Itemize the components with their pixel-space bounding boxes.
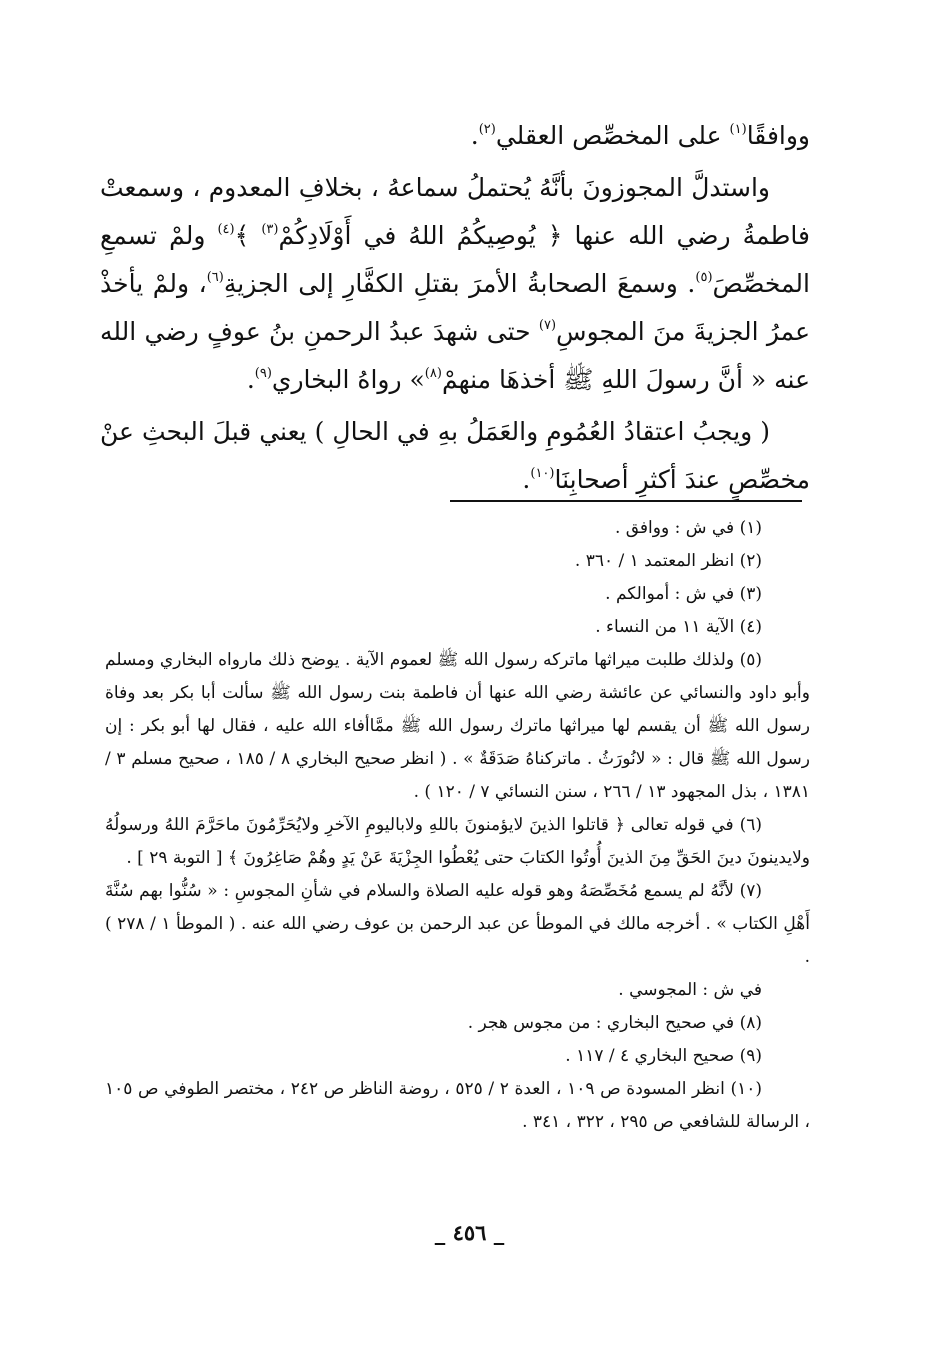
main-body-text	[100, 112, 810, 508]
footnote-7-variant: في ش : المجوسي .	[618, 980, 762, 1000]
footnote-ref-4: (٤)	[217, 222, 235, 237]
paragraph-2	[100, 164, 810, 404]
text-run: .	[246, 365, 255, 394]
footnote-ref-2: (٢)	[478, 122, 496, 137]
text-run: ﴾	[234, 221, 262, 250]
footnote-3: (٣) في ش : أموالكم .	[605, 584, 762, 604]
footnote-ref-5: (٥)	[695, 270, 713, 285]
footnote-5: (٥) ولذلك طلبت ميراثها ماتركه رسول الله ﷺ لعموم الآية . يوضح ذلك مارواه البخاري ومسلم وأبو داود والنسائي عن عائشة رضي الله عنها أن فاطمة بنت رسول الله ﷺ سألت أبا بكر بعد وفاة رسول الله ﷺ أن يقسم لها ميراثها ماترك رسول الله ﷺ ممَّاأفاء الله عليه ، فقال لها أبو بكر : إن رسول الله ﷺ قال : « لانُورَثُ . ماتركناهُ صَدَقَةٌ » . ( انظر صحيح البخاري ٨ / ١٨٥ ، صحيح مسلم ٣ / ١٣٨١ ، بذل المجهود ١٣ / ٢٦٦ ، سنن النسائي ٧ / ١٢٠ ) .	[105, 650, 810, 802]
paragraph-3	[100, 408, 810, 504]
footnote-ref-10: (١٠)	[530, 466, 555, 481]
text-run: واستدلَّ المجوزونَ بأنَّهُ يُحتملُ سماعهُ ، بخلافِ المعدوم ، وسمعتْ فاطمةُ رضي الله عنها ﴿ يُوصِيكُمُ اللهُ في أَوْلَادِكُمْ	[100, 173, 810, 250]
footnote-2: (٢) انظر المعتمد ١ / ٣٦٠ .	[574, 551, 762, 571]
footnote-1: (١) في ش : ووافق .	[614, 518, 762, 538]
text-run: ووافقًا	[746, 121, 810, 150]
paragraph-1	[100, 112, 810, 160]
footnotes-section	[105, 512, 810, 1139]
text-run: ولمْ تسمعِ المخصِّصَ	[100, 221, 810, 298]
footnote-ref-9: (٩)	[254, 366, 272, 381]
footnote-8: (٨) في صحيح البخاري : من مجوس هجر .	[467, 1013, 762, 1033]
text-run: .	[522, 465, 531, 494]
footnote-7: (٧) لأنَّهُ لم يسمع مُخَصِّصَهُ وهو قوله عليه الصلاة والسلام في شأنِ المجوسِ : « سُنُّوا بهم سُنَّةَ أَهْلِ الكتاب » . أخرجه مالك في الموطأ عن عبد الرحمن بن عوف رضي الله عنه . ( الموطأ ١ / ٢٧٨ ) .	[105, 881, 810, 967]
text-run: حتى شهدَ عبدُ الرحمنِ بنُ عوفٍ رضي الله عنه « أنَّ رسولَ اللهِ ﷺ أخذهَا منهمْ	[100, 317, 810, 394]
footnote-10: (١٠) انظر المسودة ص ١٠٩ ، العدة ٢ / ٥٢٥ ، روضة الناظر ص ٢٤٢ ، مختصر الطوفي ص ١٠٥ ، الرسالة للشافعي ص ٢٩٥ ، ٣٢٢ ، ٣٤١ .	[105, 1079, 810, 1132]
text-run: ( ويجبُ اعتقادُ العُمُومِ والعَمَلُ بهِ في الحالِ ) يعني قبلَ البحثِ عنْ مخصِّصٍ عندَ أكثرِ أصحابِنَا	[100, 417, 810, 494]
text-run: . وسمعَ الصحابةُ الأمرَ بقتلِ الكفَّارِ إلى الجزيةِ	[223, 269, 696, 298]
page-number: _ ٤٥٦ _	[434, 1220, 505, 1245]
text-run: ، ولمْ يأخذْ عمرُ الجزيةَ منَ المجوسِ	[100, 269, 811, 346]
footnote-ref-3: (٣)	[261, 222, 279, 237]
text-run: على المخصِّص العقلي	[495, 121, 730, 150]
footnote-ref-8: (٨)	[424, 366, 442, 381]
text-run: » رواهُ البخاري	[271, 365, 425, 394]
text-run: .	[470, 121, 479, 150]
footnote-ref-7: (٧)	[538, 318, 557, 333]
footnote-9: (٩) صحيح البخاري ٤ / ١١٧ .	[565, 1046, 762, 1066]
footnote-ref-1: (١)	[729, 122, 747, 137]
footnote-separator	[450, 500, 802, 502]
footnote-6: (٦) في قوله تعالى ﴿ قاتلوا الذينَ لايؤمنونَ باللهِ ولاباليومِ الآخرِ ولايُحَرِّمُونَ ماحَرَّمَ اللهُ ورسولُهُ ولايدينونَ دينَ الحَقِّ مِنَ الذينَ أُوتُوا الكتابَ حتى يُعْطُوا الجِزْيَةَ عَنْ يَدٍ وهُمْ صَاغِرُونَ ﴾ [ التوبة ٢٩ ] .	[105, 815, 810, 868]
footnote-ref-6: (٦)	[206, 270, 224, 285]
footnote-4: (٤) الآية ١١ من النساء .	[595, 617, 762, 637]
